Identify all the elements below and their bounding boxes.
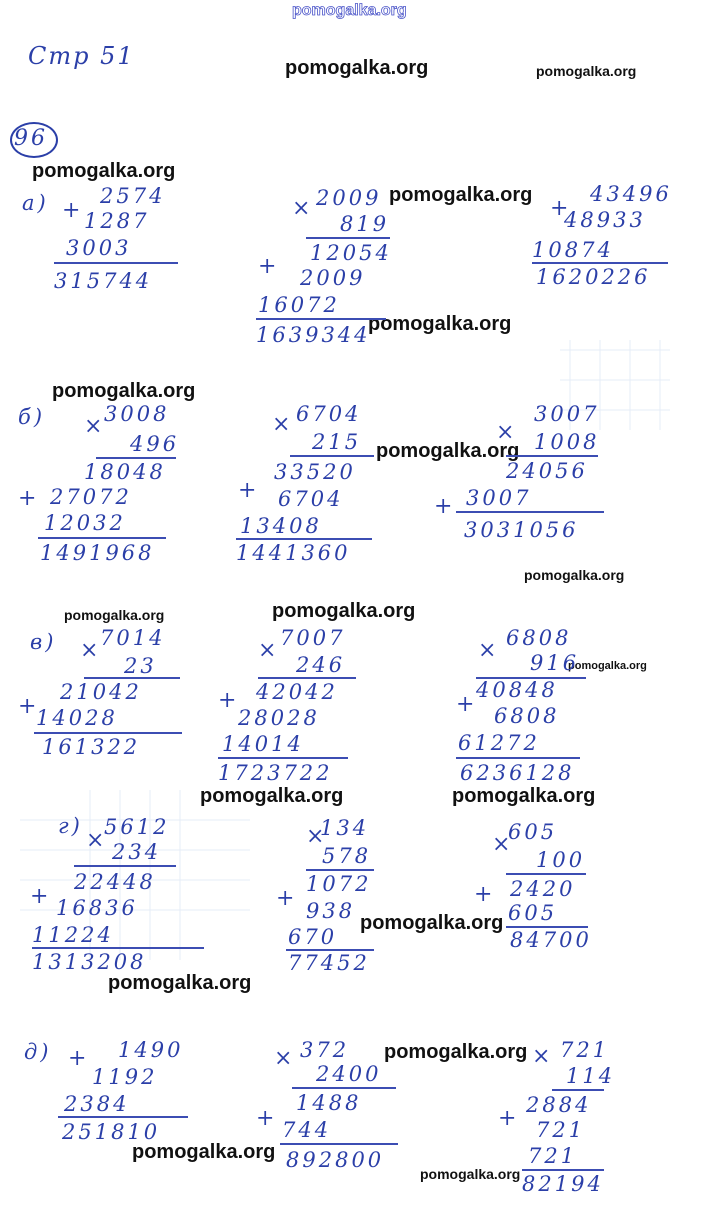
partial-product: 1488 (296, 1091, 362, 1115)
plus-sign: + (18, 486, 37, 511)
page-header: Стр 51 (28, 42, 135, 70)
partial-product: 12054 (310, 241, 392, 265)
sum-line (236, 538, 372, 540)
sum-line (522, 1169, 604, 1171)
operand: 48933 (564, 208, 646, 232)
partial-product: 13408 (240, 514, 322, 538)
watermark: pomogalka.org (536, 63, 637, 79)
times-sign: × (80, 638, 99, 663)
partial-product: 2009 (300, 266, 366, 290)
operand: 6704 (296, 402, 362, 426)
operand: 100 (536, 848, 586, 872)
watermark: pomogalka.org (64, 607, 165, 623)
times-sign: × (272, 412, 291, 437)
plus-sign: + (238, 478, 257, 503)
watermark-top: pomogalka.org (292, 2, 407, 19)
operand: 246 (296, 653, 346, 677)
plus-sign: + (276, 886, 295, 911)
operand: 1490 (118, 1038, 184, 1062)
partial-product: 21042 (60, 680, 142, 704)
operand: 23 (124, 654, 157, 678)
operand: 605 (508, 820, 558, 844)
times-sign: × (532, 1044, 551, 1069)
partial-product: 3007 (466, 486, 532, 510)
times-sign: × (496, 420, 515, 445)
product-line (306, 869, 374, 871)
sum-line (456, 757, 580, 759)
product-line (74, 865, 176, 867)
result: 315744 (54, 269, 153, 293)
result: 1723722 (218, 761, 333, 785)
partial-product: 721 (528, 1144, 578, 1168)
operand: 3007 (534, 402, 600, 426)
watermark: pomogalka.org (384, 1041, 528, 1063)
partial-product: 11224 (32, 923, 114, 947)
operand: 234 (112, 840, 162, 864)
result: 1491968 (40, 541, 155, 565)
partial-product: 6704 (278, 487, 344, 511)
watermark: pomogalka.org (132, 1141, 276, 1163)
partial-product: 18048 (84, 460, 166, 484)
partial-product: 2420 (510, 877, 576, 901)
result: 1639344 (256, 323, 371, 347)
product-line (306, 237, 390, 239)
plus-sign: + (474, 882, 493, 907)
result: 6236128 (460, 761, 575, 785)
partial-product: 721 (536, 1118, 586, 1142)
section-label: в) (30, 630, 57, 654)
product-line (506, 455, 598, 457)
result: 251810 (62, 1120, 161, 1144)
sum-line (32, 947, 204, 949)
partial-product: 27072 (50, 485, 132, 509)
product-line (84, 677, 180, 679)
product-line (292, 1087, 396, 1089)
product-line (552, 1089, 604, 1091)
operand: 578 (322, 844, 372, 868)
watermark: pomogalka.org (368, 313, 512, 335)
plus-sign: + (498, 1106, 517, 1131)
watermark: pomogalka.org (285, 57, 429, 79)
times-sign: × (492, 832, 511, 857)
result: 82194 (522, 1172, 604, 1196)
plus-sign: + (18, 694, 37, 719)
partial-product: 938 (306, 899, 356, 923)
operand: 2009 (316, 186, 382, 210)
watermark: pomogalka.org (108, 972, 252, 994)
watermark: pomogalka.org (420, 1166, 521, 1182)
partial-product: 6808 (494, 704, 560, 728)
times-sign: × (84, 414, 103, 439)
operand: 1192 (92, 1065, 158, 1089)
times-sign: × (258, 638, 277, 663)
times-sign: × (86, 828, 105, 853)
plus-sign: + (218, 688, 237, 713)
partial-product: 33520 (274, 460, 356, 484)
times-sign: × (292, 196, 311, 221)
sum-line (532, 262, 668, 264)
sum-line (218, 757, 348, 759)
operand: 5612 (104, 815, 170, 839)
result: 1620226 (536, 265, 651, 289)
partial-product: 24056 (506, 459, 588, 483)
sum-line (38, 537, 166, 539)
sum-line (256, 318, 386, 320)
partial-product: 14014 (222, 732, 304, 756)
product-line (290, 455, 374, 457)
operand: 3003 (66, 236, 132, 260)
watermark: pomogalka.org (32, 160, 176, 182)
partial-product: 28028 (238, 706, 320, 730)
operand: 1287 (84, 209, 150, 233)
product-line (506, 873, 586, 875)
plus-sign: + (68, 1046, 87, 1071)
times-sign: × (274, 1046, 293, 1071)
watermark: pomogalka.org (389, 184, 533, 206)
plus-sign: + (456, 692, 475, 717)
section-label: д) (24, 1040, 52, 1064)
partial-product: 605 (508, 901, 558, 925)
partial-product: 670 (288, 925, 338, 949)
plus-sign: + (62, 198, 81, 223)
partial-product: 42042 (256, 680, 338, 704)
plus-sign: + (256, 1106, 275, 1131)
watermark: pomogalka.org (568, 660, 647, 672)
operand: 114 (566, 1064, 616, 1088)
partial-product: 16836 (56, 896, 138, 920)
operand: 2400 (316, 1062, 382, 1086)
partial-product: 40848 (476, 678, 558, 702)
operand: 496 (130, 432, 180, 456)
operand: 819 (340, 212, 390, 236)
watermark: pomogalka.org (376, 440, 520, 462)
result: 1313208 (32, 950, 147, 974)
plus-sign: + (434, 494, 453, 519)
operand: 134 (320, 816, 370, 840)
result: 1441360 (236, 541, 351, 565)
result: 84700 (510, 928, 592, 952)
watermark: pomogalka.org (52, 380, 196, 402)
sum-line (456, 511, 604, 513)
result: 161322 (42, 735, 141, 759)
partial-product: 744 (282, 1118, 332, 1142)
operand: 721 (560, 1038, 610, 1062)
section-label: б) (18, 405, 46, 429)
sum-line (34, 732, 182, 734)
operand: 2574 (100, 184, 166, 208)
operand: 10874 (532, 238, 614, 262)
operand: 2384 (64, 1092, 130, 1116)
partial-product: 14028 (36, 706, 118, 730)
operand: 3008 (104, 402, 170, 426)
partial-product: 61272 (458, 731, 540, 755)
operand: 1008 (534, 430, 600, 454)
product-line (258, 677, 356, 679)
times-sign: × (306, 824, 325, 849)
partial-product: 16072 (258, 293, 340, 317)
operand: 43496 (590, 182, 672, 206)
section-label: г) (58, 814, 83, 838)
plus-sign: + (258, 254, 277, 279)
exercise-number: 96 (14, 126, 48, 151)
sum-line (58, 1116, 188, 1118)
watermark: pomogalka.org (272, 600, 416, 622)
watermark: pomogalka.org (360, 912, 504, 934)
partial-product: 12032 (44, 511, 126, 535)
plus-sign: + (30, 884, 49, 909)
partial-product: 22448 (74, 870, 156, 894)
watermark: pomogalka.org (200, 785, 344, 807)
plus-sign: + (550, 196, 569, 221)
result: 892800 (286, 1148, 385, 1172)
partial-product: 1072 (306, 872, 372, 896)
operand: 215 (312, 430, 362, 454)
operand: 7007 (280, 626, 346, 650)
result: 77452 (288, 951, 370, 975)
partial-product: 2884 (526, 1093, 592, 1117)
watermark: pomogalka.org (524, 567, 625, 583)
operand: 916 (530, 651, 580, 675)
product-line (96, 457, 176, 459)
operand: 7014 (100, 626, 166, 650)
result: 3031056 (464, 518, 579, 542)
sum-line (280, 1143, 398, 1145)
section-label: а) (22, 191, 49, 215)
watermark: pomogalka.org (452, 785, 596, 807)
operand: 372 (300, 1038, 350, 1062)
times-sign: × (478, 638, 497, 663)
sum-line (54, 262, 178, 264)
operand: 6808 (506, 626, 572, 650)
